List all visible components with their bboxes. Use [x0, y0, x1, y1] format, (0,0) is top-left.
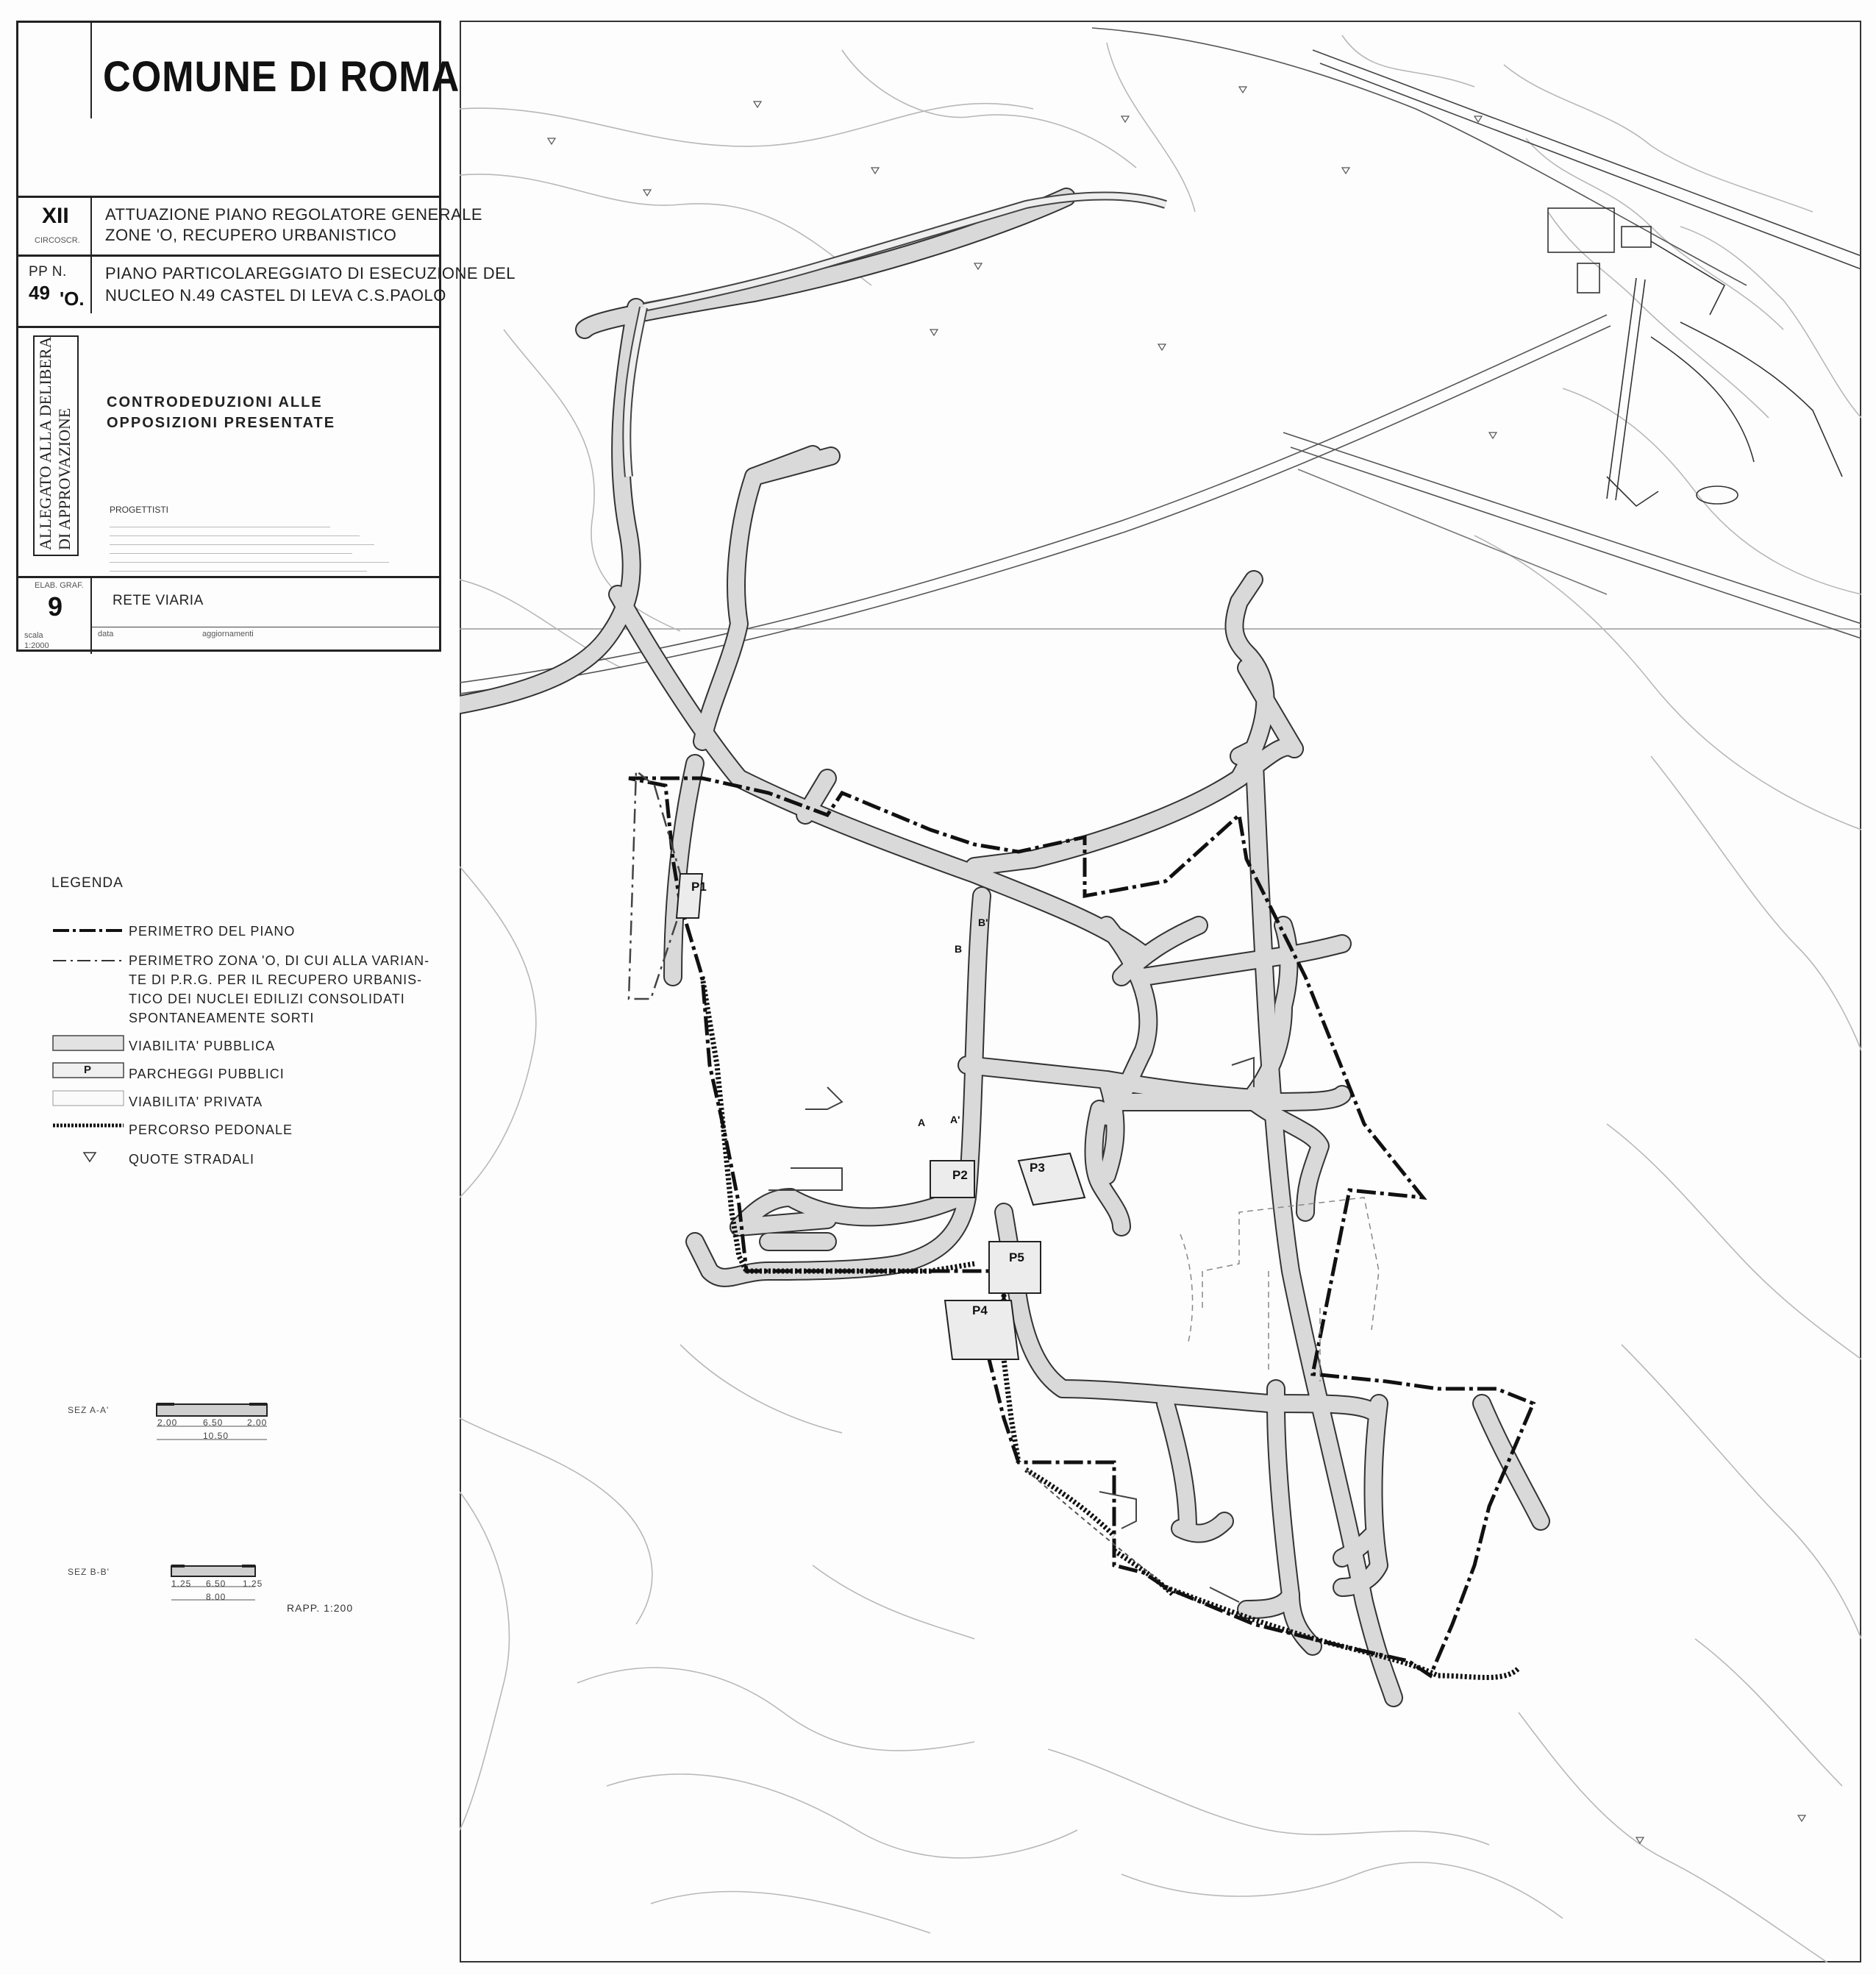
- railway-corridor: [460, 28, 1861, 694]
- date-label: data: [98, 630, 114, 638]
- section-b-total: 8.00: [206, 1592, 227, 1602]
- scale-value: 1:2000: [24, 641, 49, 650]
- map-label-p3: P3: [1030, 1161, 1045, 1175]
- authority-title: COMUNE DI ROMA: [103, 53, 460, 101]
- road-network: [460, 197, 1541, 1698]
- legend-item-plan-perimeter: PERIMETRO DEL PIANO: [129, 924, 296, 939]
- legend-item-private-road: VIABILITA' PRIVATA: [129, 1095, 263, 1109]
- sheet-title: RETE VIARIA: [113, 593, 204, 608]
- legend-item-road-level: QUOTE STRADALI: [129, 1152, 255, 1167]
- title-row-subject: [18, 326, 439, 576]
- section-mark-b-prime: B': [978, 917, 988, 928]
- legend-title: LEGENDA: [51, 875, 124, 891]
- contour-lines: [460, 35, 1861, 1962]
- program-line-2: ZONE 'O, RECUPERO URBANISTICO: [105, 226, 397, 244]
- building-cluster: [1548, 208, 1842, 506]
- site-map: [460, 21, 1861, 1962]
- map-label-p2: P2: [952, 1168, 968, 1182]
- updates-label: aggiornamenti: [202, 630, 254, 638]
- parking-p5: [989, 1242, 1041, 1293]
- section-a-dim-right: 2.00: [247, 1417, 268, 1428]
- legend-symbol-road-level: [84, 1153, 96, 1161]
- drawing-sheet: COMUNE DI ROMA XII CIRCOSCR. ATTUAZIONE PIANO REGOLATORE GENERALE ZONE 'O, RECUPERO URBANISTICO PP N. 49 'O. PIANO PARTICOLAREGGIATO DI ESECUZIONE DEL NUCLEO N.49 CASTEL DI LEVA C.S.PAOLO ALLEGATO ALLA DELIBERA DI APPROVAZIONE CONTRODEDUZIONI ALLE OPPOSIZIONI PRESENTATE PROGETTISTI ELAB. GRAF. 9 scala 1:2000 RETE VIARIA data aggiornamenti LEGENDA P PERIMETRO DEL PIANO PERIMETRO ZONA 'O, DI CUI ALLA VARIAN- TE DI P.R.G. PER IL RECUPERO URBANIS- TICO DEI NUCLEI EDILIZI CONSOLIDATI SPONTANEAMENTE SORTI VIABILITA' PUBBLICA PARCHEGGI PUBBLICI VIABILITA' PRIVATA PERCORSO PEDONALE QUOTE STRADALI SEZ A-A' 2.00 6.50 2.00 10.50 SEZ B-B' 1.25 6.50 1.25 8.00 RAPP. 1:200 P1 P2 P3 P4 P5 A A' B B': [0, 0, 1876, 1975]
- section-a-dim-left: 2.00: [157, 1417, 178, 1428]
- map-label-p5: P5: [1009, 1250, 1024, 1264]
- designers-label: PROGETTISTI: [110, 505, 169, 515]
- map-label-p4: P4: [972, 1303, 988, 1317]
- legend-symbol-public-road: [53, 1036, 124, 1050]
- map-label-p1: P1: [691, 880, 707, 894]
- plan-line-1: PIANO PARTICOLAREGGIATO DI ESECUZIONE DEL: [105, 264, 516, 282]
- zone-o-extension: [1026, 1470, 1158, 1580]
- section-a-dim-middle: 6.50: [203, 1417, 224, 1428]
- legend-item-footpath: PERCORSO PEDONALE: [129, 1122, 293, 1137]
- pp-label: PP N.: [29, 264, 67, 280]
- elab-label: ELAB. GRAF.: [35, 581, 84, 590]
- section-b-dim-right: 1.25: [243, 1579, 263, 1589]
- plan-line-2: NUCLEO N.49 CASTEL DI LEVA C.S.PAOLO: [105, 286, 446, 305]
- legend-item-public-road: VIABILITA' PUBBLICA: [129, 1039, 276, 1053]
- parking-areas: [677, 874, 1085, 1359]
- upper-road: [627, 196, 1166, 477]
- elab-number: 9: [48, 591, 63, 622]
- subject-line-2: OPPOSIZIONI PRESENTATE: [107, 415, 336, 431]
- section-b-label: SEZ B-B': [68, 1567, 110, 1577]
- pp-zone: 'O.: [60, 288, 85, 310]
- legend-symbol-private-road: [53, 1091, 124, 1106]
- section-scale-label: RAPP. 1:200: [287, 1602, 354, 1614]
- pp-number: 49: [29, 282, 50, 304]
- parking-p3: [1019, 1153, 1085, 1205]
- subject-line-1: CONTRODEDUZIONI ALLE: [107, 394, 323, 410]
- approval-stamp-box: [33, 335, 79, 556]
- section-b-dim-left: 1.25: [171, 1579, 192, 1589]
- section-a-total: 10.50: [203, 1431, 229, 1441]
- circoscrizione-number: XII: [42, 204, 69, 228]
- section-mark-a: A: [918, 1117, 926, 1128]
- scale-label: scala: [24, 631, 43, 640]
- section-a-label: SEZ A-A': [68, 1405, 110, 1415]
- title-row-plan: [18, 255, 516, 313]
- title-row-program: [18, 196, 483, 255]
- title-row-sheet: [18, 576, 439, 654]
- title-block: [16, 21, 516, 652]
- circoscrizione-label: CIRCOSCR.: [35, 236, 80, 245]
- section-mark-a-prime: A': [950, 1114, 960, 1125]
- section-mark-b: B: [955, 943, 963, 955]
- approval-line-1: ALLEGATO ALLA DELIBERA: [36, 336, 54, 550]
- section-b-dim-middle: 6.50: [206, 1579, 227, 1589]
- approval-line-2: DI APPROVAZIONE: [55, 408, 74, 550]
- program-line-1: ATTUAZIONE PIANO REGOLATORE GENERALE: [105, 205, 483, 224]
- title-row-authority: [18, 23, 460, 118]
- legend-parking-letter: P: [84, 1064, 92, 1076]
- legend-item-parking: PARCHEGGI PUBBLICI: [129, 1067, 285, 1081]
